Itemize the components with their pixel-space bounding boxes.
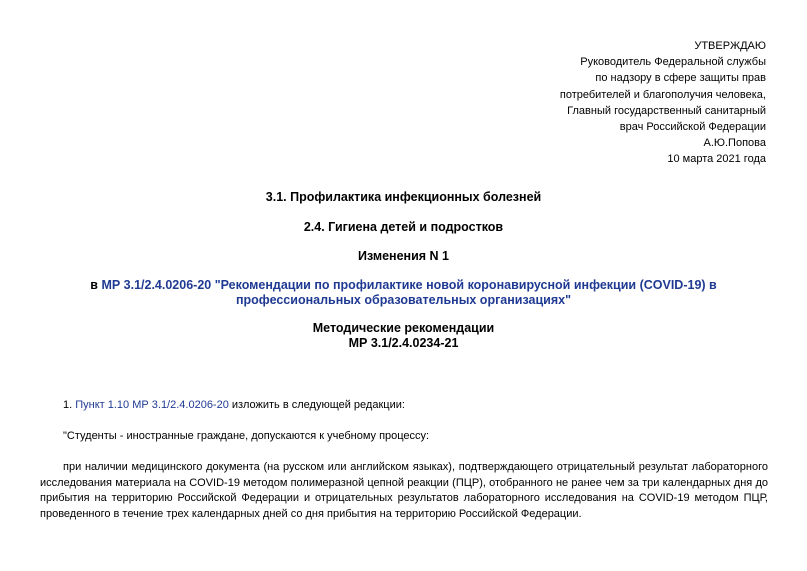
approval-line: потребителей и благополучия человека, — [559, 88, 766, 101]
clause-link[interactable]: Пункт 1.10 МР 3.1/2.4.0206-20 — [75, 399, 229, 411]
reference-link[interactable]: МР 3.1/2.4.0206-20 "Рекомендации по профилактике новой коронавирусной инфекции (COVID-19) в профессиональных образовательных организациях" — [101, 278, 717, 307]
paragraph-1-text: изложить в следующей редакции: — [228, 399, 405, 411]
method-code: МР 3.1/2.4.0234-21 — [348, 336, 459, 350]
approval-line: УТВЕРЖДАЮ — [694, 40, 766, 52]
approval-line: Руководитель Федеральной службы — [580, 56, 766, 69]
approval-line: по надзору в сфере защиты прав — [595, 72, 766, 85]
changes-heading: Изменения N 1 — [357, 249, 450, 263]
approval-signatory: А.Ю.Попова — [703, 137, 766, 150]
document-title: 3.1. Профилактика инфекционных болезней — [265, 190, 542, 204]
approval-date: 10 марта 2021 года — [667, 153, 766, 166]
paragraph-3: при наличии медицинского документа (на русском или английском языках), подтверждающего отрицательный результат лабораторного исследования материала на COVID-19 методом полимеразной цепной реакции (ПЦР), отобранного не ранее чем за три календарных дня до прибытия на территорию Российской Федерации и отрицательных результатов лабораторного исследования на COVID-19 методом ПЦР, проведенного в течение трех календарных дней со дня прибытия на территорию Российской Федерации. — [40, 461, 768, 520]
approval-line: врач Российской Федерации — [619, 121, 766, 134]
reference-heading — [40, 278, 767, 308]
approval-block — [560, 38, 766, 168]
document-subtitle: 2.4. Гигиена детей и подростков — [303, 220, 504, 234]
paragraph-2: "Студенты - иностранные граждане, допускаются к учебному процессу: — [63, 430, 430, 442]
paragraph-1 — [40, 398, 768, 414]
method-heading — [0, 321, 807, 351]
method-title: Методические рекомендации — [312, 321, 495, 335]
approval-line: Главный государственный санитарный — [567, 104, 766, 117]
paragraph-1-number: 1. — [63, 399, 76, 411]
reference-prefix: в — [90, 278, 102, 292]
